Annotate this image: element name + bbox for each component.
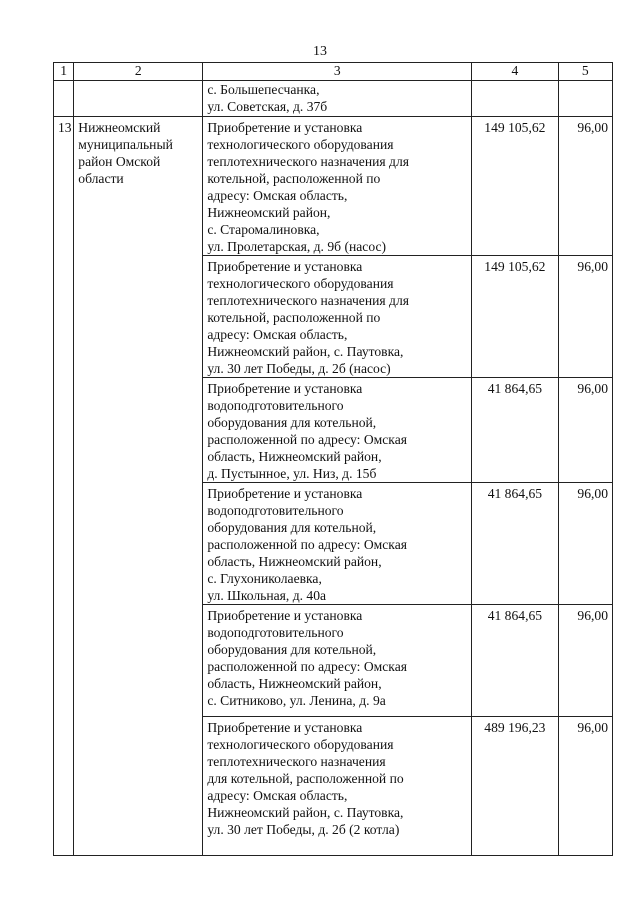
object-description [203,717,472,856]
percent-cell: 96,00 [558,483,612,605]
description-line: с. Старомалиновка, [207,222,320,237]
description-line: Приобретение и установка [207,259,363,274]
column-number-row [54,63,613,81]
column-number: 1 [54,63,74,81]
description-line: теплотехнического назначения для [207,154,409,169]
description-line: Нижнеомский район, с. Паутовка, [207,344,404,359]
description-line: Приобретение и установка [207,720,363,735]
municipality-line: муниципальный [78,137,173,152]
municipality-line: район Омской [78,154,161,169]
description-line: ул. Школьная, д. 40а [207,588,327,603]
description-line: адресу: Омская область, [207,788,348,803]
object-description [203,81,472,117]
object-description [203,605,472,717]
amount-cell: 149 105,62 [472,256,558,378]
column-number: 4 [472,63,558,81]
description-line: с. Ситниково, ул. Ленина, д. 9а [207,693,386,708]
percent-cell: 96,00 [558,378,612,483]
percent-cell: 96,00 [558,605,612,717]
description-line: водоподготовительного [207,503,344,518]
municipality-cell [74,117,203,856]
description-line: ул. 30 лет Победы, д. 2б (2 котла) [207,822,400,837]
amount-cell: 41 864,65 [472,605,558,717]
table-row [54,117,613,256]
description-line: расположенной по адресу: Омская [207,537,407,552]
description-line: с. Глухониколаевка, [207,571,322,586]
description-line: область, Нижнеомский район, [207,554,382,569]
row-number-cell: 13 [54,117,74,856]
page-number: 13 [313,44,327,59]
municipality-line: области [78,171,124,186]
description-line: водоподготовительного [207,398,344,413]
funding-table [53,62,613,856]
description-line: расположенной по адресу: Омская [207,659,407,674]
object-description [203,117,472,256]
percent-cell [558,81,612,117]
column-number: 5 [558,63,612,81]
object-description [203,378,472,483]
amount-cell [472,81,558,117]
description-line: ул. Советская, д. 37б [207,99,328,114]
description-line: технологического оборудования [207,276,394,291]
description-line: адресу: Омская область, [207,327,348,342]
description-line: Приобретение и установка [207,120,363,135]
description-line: Нижнеомский район, с. Паутовка, [207,805,404,820]
municipality-line: Нижнеомский [78,120,161,135]
description-line: д. Пустынное, ул. Низ, д. 15б [207,466,377,481]
description-line: для котельной, расположенной по [207,771,404,786]
percent-cell: 96,00 [558,256,612,378]
description-line: расположенной по адресу: Омская [207,432,407,447]
amount-cell: 41 864,65 [472,483,558,605]
amount-cell: 489 196,23 [472,717,558,856]
description-line: оборудования для котельной, [207,520,377,535]
municipality-cell [74,81,203,117]
description-line: оборудования для котельной, [207,642,377,657]
description-line: оборудования для котельной, [207,415,377,430]
amount-cell: 149 105,62 [472,117,558,256]
description-line: с. Большепесчанка, [207,82,320,97]
description-line: котельной, расположенной по [207,310,381,325]
description-line: ул. 30 лет Победы, д. 2б (насос) [207,361,391,376]
description-line: адресу: Омская область, [207,188,348,203]
description-line: теплотехнического назначения [207,754,386,769]
continuation-row [54,81,613,117]
description-line: ул. Пролетарская, д. 9б (насос) [207,239,387,254]
description-line: область, Нижнеомский район, [207,676,382,691]
column-number: 2 [74,63,203,81]
description-line: Приобретение и установка [207,608,363,623]
description-line: Приобретение и установка [207,381,363,396]
description-line: теплотехнического назначения для [207,293,409,308]
description-line: технологического оборудования [207,137,394,152]
percent-cell: 96,00 [558,717,612,856]
description-line: Нижнеомский район, [207,205,331,220]
column-number: 3 [203,63,472,81]
row-number-cell [54,81,74,117]
description-line: область, Нижнеомский район, [207,449,382,464]
description-line: технологического оборудования [207,737,394,752]
amount-cell: 41 864,65 [472,378,558,483]
percent-cell: 96,00 [558,117,612,256]
object-description [203,256,472,378]
description-line: котельной, расположенной по [207,171,381,186]
description-line: Приобретение и установка [207,486,363,501]
description-line: водоподготовительного [207,625,344,640]
object-description [203,483,472,605]
